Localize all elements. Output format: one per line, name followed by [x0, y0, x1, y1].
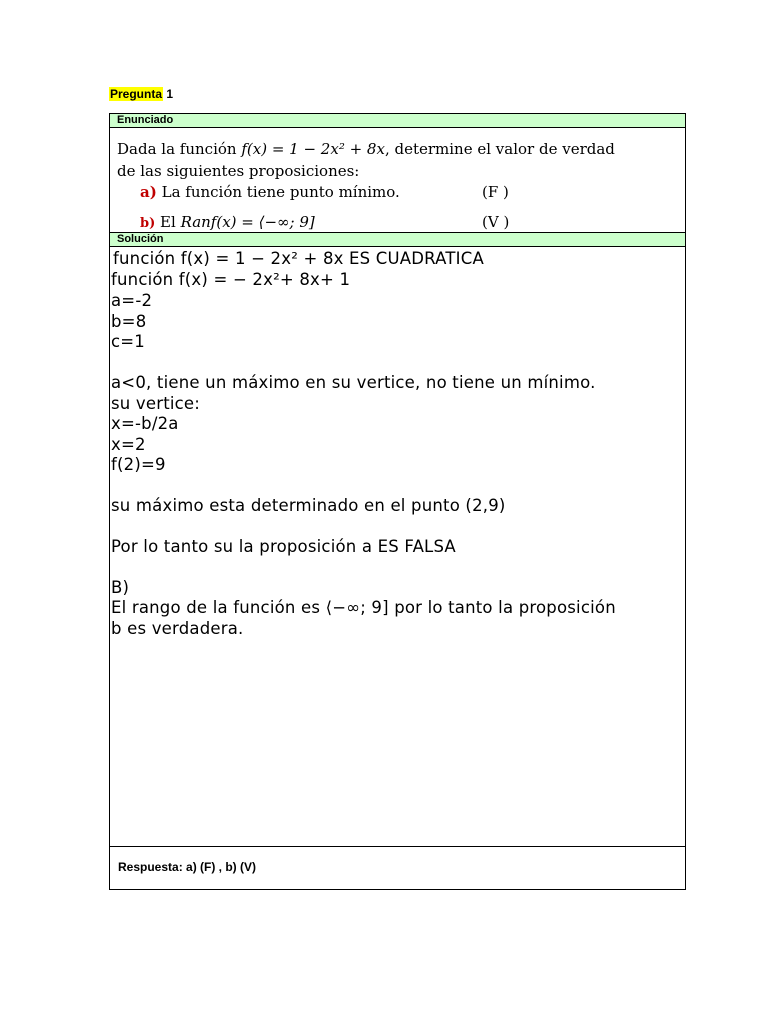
proposition-a-text: La función tiene punto mínimo. — [161, 183, 400, 201]
proposition-b — [140, 213, 315, 231]
enunciado-line-2: de las siguientes proposiciones: — [117, 162, 360, 180]
solution-line: x=2 — [111, 435, 146, 454]
solution-line: x=-b/2a — [111, 414, 179, 433]
question-number: 1 — [166, 87, 174, 101]
solution-line: a<0, tiene un máximo en su vertice, no tiene un mínimo. — [111, 373, 596, 392]
solucion-header: Solución — [110, 232, 685, 247]
proposition-b-value: (V ) — [482, 213, 510, 231]
function-expression: f(x) = 1 − 2x² + 8x — [241, 140, 385, 158]
intro-text: Dada la función — [117, 140, 237, 158]
solution-line: su vertice: — [111, 394, 201, 413]
solution-line: c=1 — [111, 332, 145, 351]
answer-row: Respuesta: a) (F) , b) (V) — [110, 846, 685, 889]
question-header — [109, 86, 173, 102]
proposition-a-letter: a) — [140, 183, 157, 201]
proposition-b-text: El — [160, 213, 176, 231]
proposition-b-expression: Ranf(x) = ⟨−∞; 9] — [180, 213, 315, 231]
enunciado-section — [110, 128, 685, 232]
solution-line: su máximo esta determinado en el punto (2,9) — [111, 496, 506, 515]
proposition-a-value: (F ) — [482, 183, 509, 201]
enunciado-header: Enunciado — [110, 114, 685, 128]
solution-line: función f(x) = 1 − 2x² + 8x ES CUADRATICA — [113, 249, 484, 268]
solution-line: función f(x) = − 2x²+ 8x+ 1 — [111, 270, 351, 289]
solution-line: Por lo tanto su la proposición a ES FALSA — [111, 537, 456, 556]
proposition-b-letter: b) — [140, 216, 156, 231]
proposition-a — [140, 183, 400, 201]
solution-line: El rango de la función es ⟨−∞; 9] por lo tanto la proposición — [111, 598, 616, 617]
solucion-section — [110, 247, 685, 847]
solution-line: a=-2 — [111, 291, 153, 310]
solution-line: b=8 — [111, 312, 147, 331]
question-table — [109, 113, 686, 890]
solution-line: b es verdadera. — [111, 619, 244, 638]
intro-text-continued: , determine el valor de verdad — [384, 140, 615, 158]
solution-line: f(2)=9 — [111, 455, 166, 474]
enunciado-line-1 — [117, 140, 615, 158]
solution-line: B) — [111, 578, 130, 597]
question-label: Pregunta — [110, 87, 163, 101]
